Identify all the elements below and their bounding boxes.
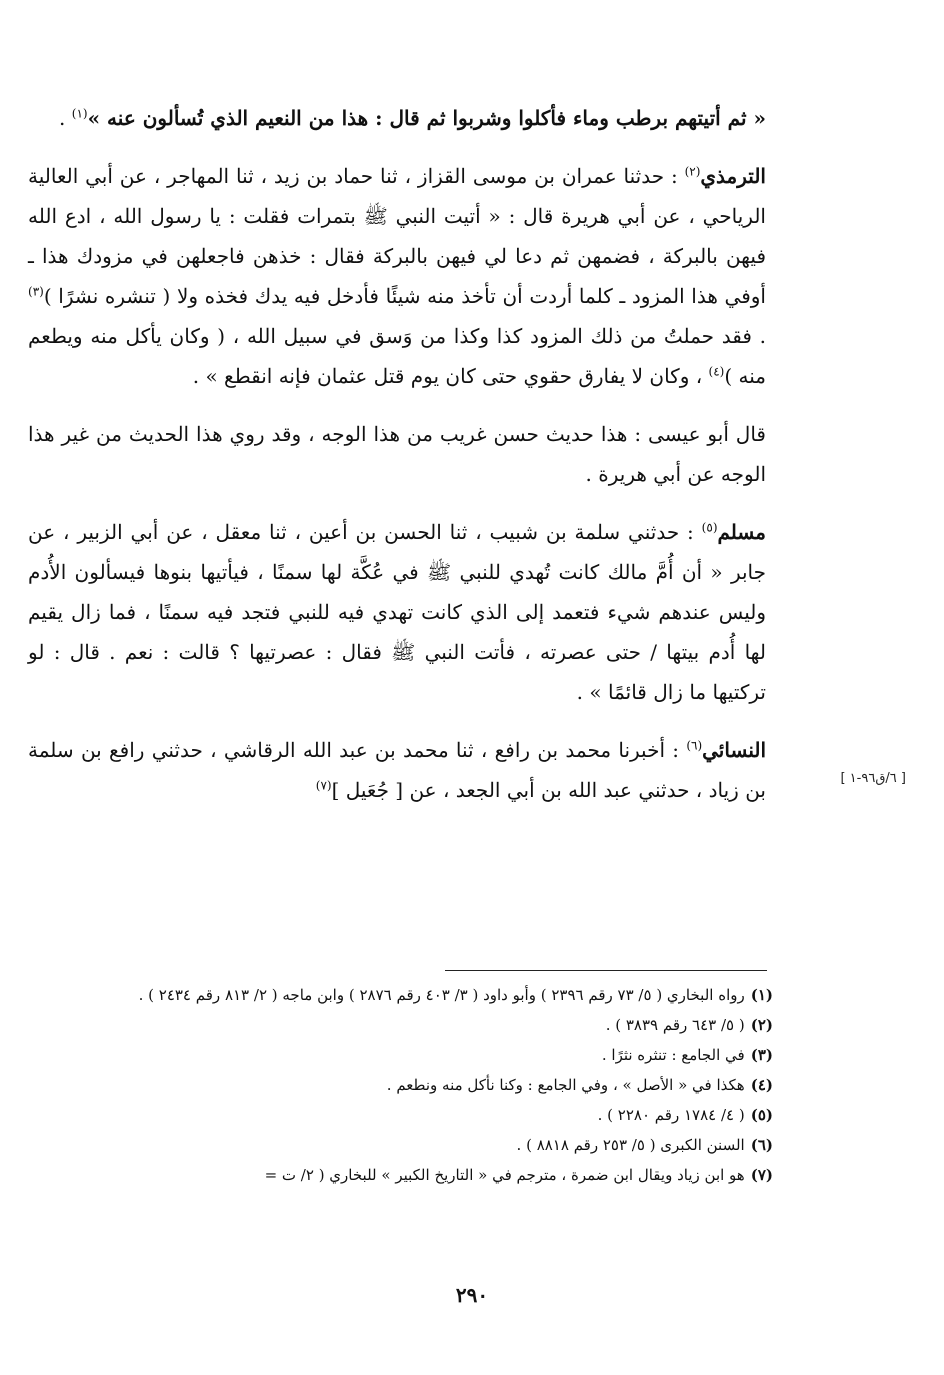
footnote-ref-1: (١): [71, 106, 88, 121]
footnote-ref-3: (٣): [28, 284, 44, 299]
footnote-divider: [445, 970, 767, 971]
paragraph-tirmidhi-text-2: . فقد حملتُ من ذلك المزود كذا وكذا من وَسق في سبيل الله ، ( وكان يأكل منه ويطعم منه ): [28, 324, 766, 388]
source-name-nasai: النسائي: [702, 738, 766, 762]
footnote-ref-6: (٦): [686, 738, 703, 753]
footnote-text: هكذا في « الأصل » ، وفي الجامع : وكنا نأكل منه ونطعم .: [386, 1076, 745, 1094]
footnote-number: (١): [750, 986, 773, 1004]
footnote-text: السنن الكبرى ( ٥/ ٢٥٣ رقم ٨٨١٨ ) .: [516, 1136, 745, 1154]
paragraph-muslim-text: : حدثني سلمة بن شبيب ، ثنا الحسن بن أعين ، ثنا معقل ، عن أبي الزبير ، عن جابر « أن أُمَّ مالك كانت تُهدي للنبي ﷺ في عُكَّة لها سمنًا ، فيأتيها بنوها فيسألون الأُدم وليس عندهم شيء فتعمد إلى الذي كانت تهدي فيه للنبي فتجد فيه سمنًا ، فما زال يقيم لها أُدم بيتها / حتى عصرته ، فأتت النبي ﷺ فقال : عصرتيها ؟ قالت : نعم . قال : لو تركتيها ما زال قائمًا » .: [28, 520, 766, 704]
source-name-muslim: مسلم: [717, 520, 766, 544]
paragraph-tirmidhi-text: : حدثنا عمران بن موسى القزاز ، ثنا حماد بن زيد ، ثنا المهاجر ، عن أبي العالية الرياحي ، عن أبي هريرة قال : « أتيت النبي ﷺ بتمرات فقلت : يا رسول الله ، ادع الله فيهن بالبركة ، فضمهن ثم دعا لي فيهن بالبركة فقال : خذهن فاجعلهن في مزودك هذا ـ أوفي هذا المزود ـ كلما أردت أن تأخذ منه شيئًا فأدخل فيه يدك فخذه ولا ( تنشره نشرًا ): [28, 164, 766, 308]
main-text: [28, 98, 766, 828]
manuscript-folio-note: [ ٦/ق٩٦-١ ]: [840, 771, 906, 786]
footnote-text: رواه البخاري ( ٥/ ٧٣ رقم ٢٣٩٦ ) وأبو داود ( ٣/ ٤٠٣ رقم ٢٨٧٦ ) وابن ماجه ( ٢/ ٨١٣ رقم ٢٤٣٤ ) .: [138, 986, 745, 1004]
paragraph-1-tail: .: [59, 106, 72, 130]
footnote-ref-5: (٥): [701, 520, 718, 535]
paragraph-muslim: [28, 512, 766, 712]
footnotes: [28, 980, 773, 1190]
footnote-number: (٦): [750, 1136, 773, 1154]
footnote-ref-2: (٢): [684, 164, 701, 179]
paragraph-tirmidhi-tail: ، وكان لا يفارق حقوي حتى كان يوم قتل عثمان فإنه انقطع » .: [192, 364, 709, 388]
paragraph-abu-isa-text: قال أبو عيسى : هذا حديث حسن غريب من هذا الوجه ، وقد روي هذا الحديث من غير هذا الوجه عن أبي هريرة .: [28, 422, 766, 486]
source-name-tirmidhi: الترمذي: [700, 164, 766, 188]
footnote-text: في الجامع : تنثره نثرًا .: [601, 1046, 745, 1064]
footnote: [28, 1100, 773, 1130]
footnote: [28, 1070, 773, 1100]
footnote-number: (٥): [750, 1106, 773, 1124]
footnote-text: ( ٤/ ١٧٨٤ رقم ٢٢٨٠ ) .: [597, 1106, 745, 1124]
paragraph-1: [28, 98, 766, 138]
footnote-text: هو ابن زياد ويقال ابن ضمرة ، مترجم في « التاريخ الكبير » للبخاري ( ٢/ ت =: [264, 1166, 745, 1184]
footnote-ref-7: (٧): [315, 778, 332, 793]
paragraph-nasai-text: : أخبرنا محمد بن رافع ، ثنا محمد بن عبد الله الرقاشي ، حدثني رافع بن سلمة بن زياد ، حدثني عبد الله بن أبي الجعد ، عن [ جُعَيل ]: [28, 738, 766, 802]
paragraph-abu-isa: [28, 414, 766, 494]
footnote-number: (٣): [750, 1046, 773, 1064]
footnote: [28, 980, 773, 1010]
page-number: ٢٩٠: [455, 1283, 489, 1307]
footnote-number: (٤): [750, 1076, 773, 1094]
paragraph-nasai: [28, 730, 766, 810]
paragraph-1-text: « ثم أتيتهم برطب وماء فأكلوا وشربوا ثم قال : هذا من النعيم الذي تُسألون عنه »: [87, 106, 766, 130]
paragraph-tirmidhi: [28, 156, 766, 396]
footnote: [28, 1010, 773, 1040]
footnote: [28, 1040, 773, 1070]
footnote-ref-4: (٤): [708, 364, 725, 379]
footnote: [28, 1160, 773, 1190]
footnote-number: (٧): [750, 1166, 773, 1184]
footnote-number: (٢): [750, 1016, 773, 1034]
footnote: [28, 1130, 773, 1160]
footnote-text: ( ٥/ ٦٤٣ رقم ٣٨٣٩ ) .: [605, 1016, 745, 1034]
